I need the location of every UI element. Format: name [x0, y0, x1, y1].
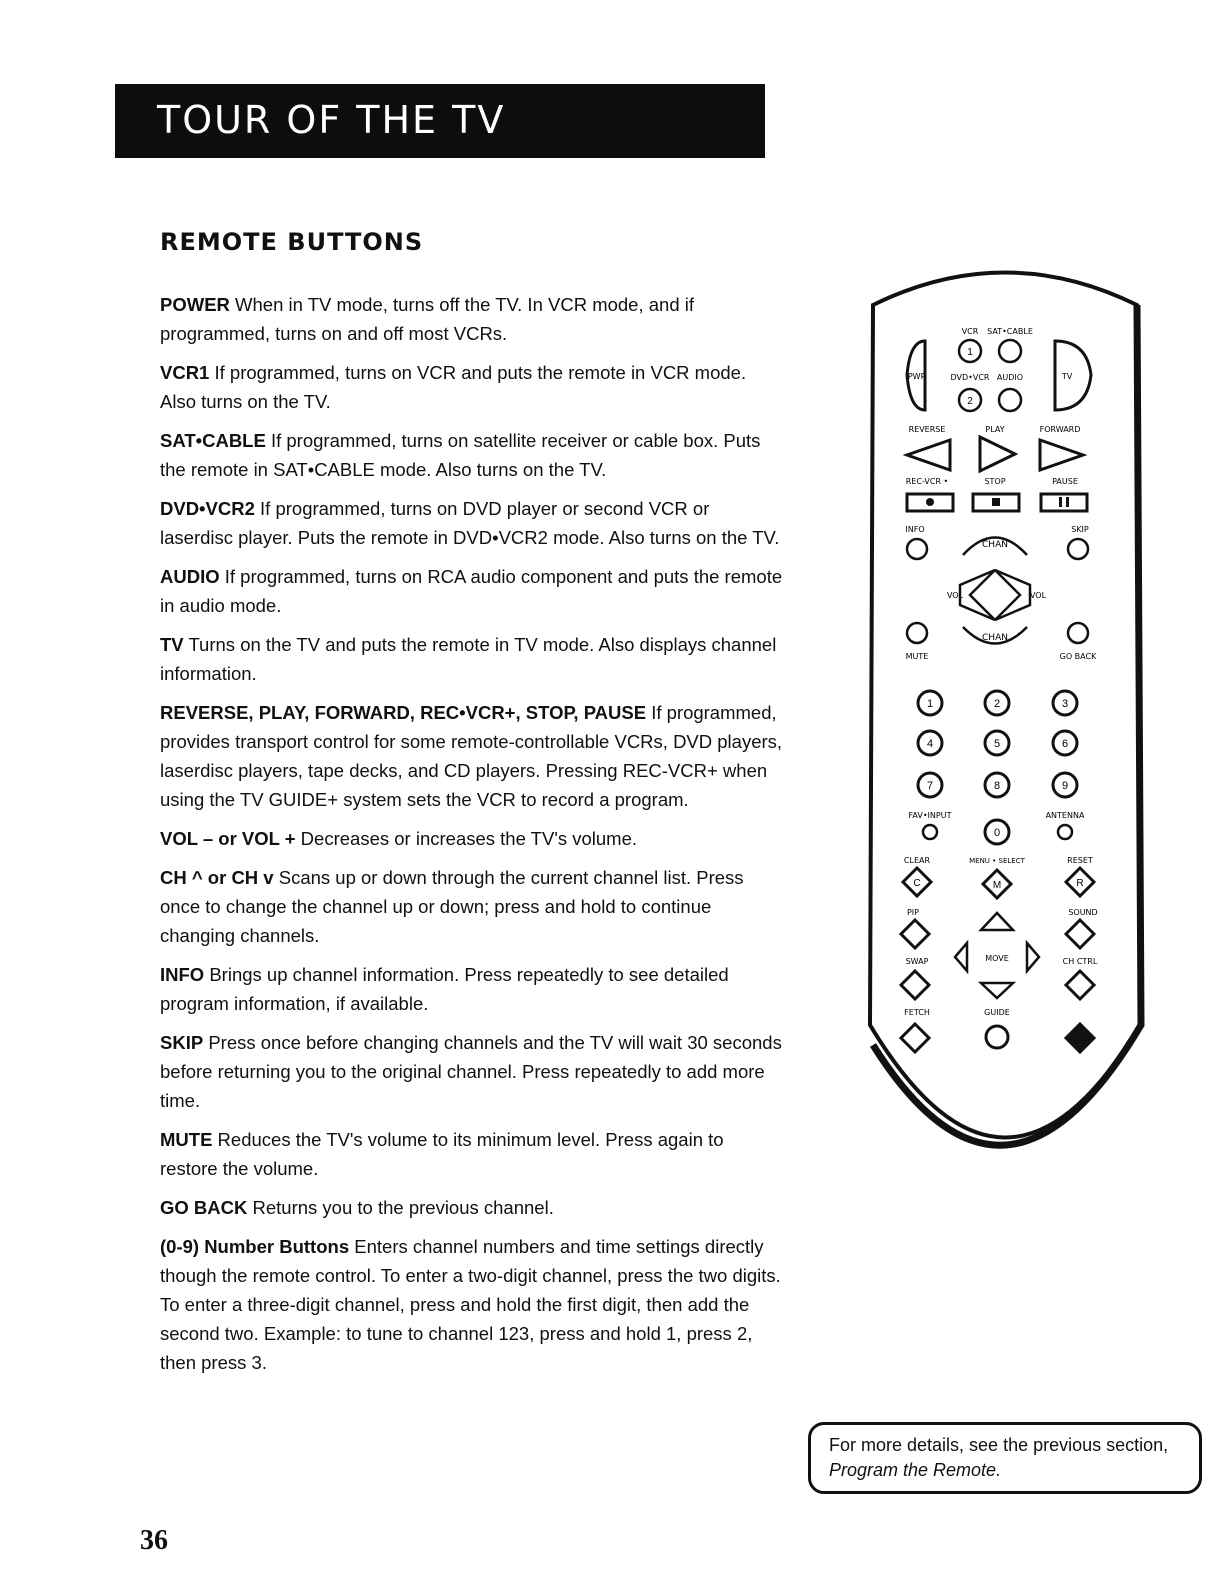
label-vol-left: VOL: [946, 591, 964, 600]
button-descriptions: [160, 290, 785, 1387]
button-description-entry: [160, 863, 785, 950]
button-description-text: Scans up or down through the current channel list. Press once to change the channel up or down; press and hold to continue changing channels.: [160, 867, 744, 946]
remote-button-glyph: 0: [993, 827, 1001, 839]
label-rec-vcr: REC-VCR •: [905, 477, 949, 486]
button-description-entry: [160, 1125, 785, 1183]
label-reverse: REVERSE: [908, 425, 946, 434]
button-description-text: Press once before changing channels and the TV will wait 30 seconds before returning you to the original channel. Press repeatedly to add more time.: [160, 1032, 782, 1111]
label-dvd-vcr: DVD•VCR: [950, 373, 990, 382]
button-description-entry: [160, 494, 785, 552]
button-description-text: If programmed, turns on DVD player or second VCR or laserdisc player. Puts the remote in DVD•VCR2 mode. Also turns on the TV.: [160, 498, 780, 548]
button-term: (0-9) Number Buttons: [160, 1236, 350, 1257]
button-term: POWER: [160, 294, 230, 315]
button-description-text: Enters channel numbers and time settings directly though the remote control. To enter a two-digit channel, press the two digits. To enter a three-digit channel, press and hold the first digit, then add the second two. Example: to tune to channel 123, press and hold 1, press 2, then press 3.: [160, 1236, 781, 1373]
label-pause: PAUSE: [1052, 477, 1078, 486]
label-vcr: VCR: [961, 327, 979, 336]
label-ch-ctrl: CH CTRL: [1062, 957, 1098, 966]
digit-1-top: 1: [967, 347, 973, 358]
remote-button-glyph: 9: [1061, 780, 1069, 792]
button-term: VOL – or VOL +: [160, 828, 296, 849]
section-title: REMOTE BUTTONS: [160, 228, 424, 256]
label-move: MOVE: [985, 954, 1009, 963]
label-sound: SOUND: [1068, 908, 1098, 917]
label-stop: STOP: [984, 477, 1006, 486]
button-description-entry: [160, 426, 785, 484]
label-info: INFO: [905, 525, 925, 534]
remote-button-glyph: M: [992, 880, 1002, 891]
button-term: MUTE: [160, 1129, 213, 1150]
remote-button-glyph: 3: [1061, 698, 1069, 710]
label-reset: RESET: [1067, 856, 1093, 865]
button-description-entry: [160, 562, 785, 620]
button-description-entry: [160, 358, 785, 416]
note-line-1: For more details, see the previous section,: [829, 1435, 1169, 1455]
button-description-text: If programmed, turns on satellite receiver or cable box. Puts the remote in SAT•CABLE mode. Also turns on the TV.: [160, 430, 761, 480]
label-play: PLAY: [985, 425, 1005, 434]
button-description-entry: [160, 1028, 785, 1115]
page-header-bar: [115, 84, 765, 158]
button-description-entry: [160, 1193, 785, 1222]
page-number: 36: [140, 1525, 168, 1556]
label-guide: GUIDE: [984, 1008, 1010, 1017]
button-term: AUDIO: [160, 566, 220, 587]
button-term: REVERSE, PLAY, FORWARD, REC•VCR+, STOP, PAUSE: [160, 702, 647, 723]
label-mute: MUTE: [905, 652, 929, 661]
remote-button-glyph: 8: [993, 780, 1001, 792]
button-description-text: If programmed, turns on VCR and puts the remote in VCR mode. Also turns on the TV.: [160, 362, 747, 412]
button-description-text: Decreases or increases the TV's volume.: [295, 828, 638, 849]
button-description-text: Turns on the TV and puts the remote in TV mode. Also displays channel information.: [160, 634, 777, 684]
button-description-entry: [160, 698, 785, 814]
label-chan-down: CHAN: [982, 633, 1008, 643]
remote-control-illustration: [855, 265, 1155, 1200]
label-forward: FORWARD: [1039, 425, 1081, 434]
digit-2-top: 2: [967, 396, 973, 407]
label-menu-select: MENU • SELECT: [969, 857, 1025, 865]
button-description-text: Returns you to the previous channel.: [247, 1197, 554, 1218]
button-description-text: If programmed, provides transport control for some remote-controllable VCRs, DVD players, laserdisc players, tape decks, and CD players. Pressing REC-VCR+ when using the TV GUIDE+ system sets the VCR to record a program.: [160, 702, 783, 810]
remote-button-glyph: 5: [993, 738, 1001, 750]
remote-button-glyph: C: [913, 878, 921, 889]
button-description-text: Brings up channel information. Press repeatedly to see detailed program information, if available.: [160, 964, 729, 1014]
button-description-text: When in TV mode, turns off the TV. In VCR mode, and if programmed, turns on and off most VCRs.: [160, 294, 695, 344]
button-term: CH ^ or CH v: [160, 867, 274, 888]
remote-button-glyph: 2: [993, 698, 1001, 710]
label-swap: SWAP: [905, 957, 929, 966]
label-pwr: PWR: [907, 372, 927, 381]
button-term: DVD•VCR2: [160, 498, 255, 519]
page-header-title: TOUR OF THE TV: [157, 98, 506, 142]
remote-button-glyph: 6: [1061, 738, 1069, 750]
button-description-text: Reduces the TV's volume to its minimum level. Press again to restore the volume.: [160, 1129, 724, 1179]
label-sat-cable: SAT•CABLE: [987, 327, 1033, 336]
remote-button-glyph: 4: [926, 738, 934, 750]
label-fav-input: FAV•INPUT: [908, 811, 952, 820]
button-term: SKIP: [160, 1032, 204, 1053]
button-description-entry: [160, 290, 785, 348]
label-pip: PIP: [906, 908, 920, 917]
button-term: SAT•CABLE: [160, 430, 266, 451]
button-description-entry: [160, 824, 785, 853]
button-term: VCR1: [160, 362, 210, 383]
label-skip: SKIP: [1071, 525, 1089, 534]
label-go-back: GO BACK: [1059, 652, 1097, 661]
button-term: TV: [160, 634, 184, 655]
button-description-entry: [160, 960, 785, 1018]
label-fetch: FETCH: [904, 1008, 930, 1017]
remote-button-glyph: 7: [926, 780, 934, 792]
remote-button-glyph: R: [1076, 878, 1084, 889]
note-line-2: Program the Remote.: [829, 1460, 1002, 1480]
label-antenna: ANTENNA: [1045, 811, 1085, 820]
button-description-text: If programmed, turns on RCA audio component and puts the remote in audio mode.: [160, 566, 783, 616]
button-term: GO BACK: [160, 1197, 248, 1218]
more-details-note: [808, 1422, 1202, 1494]
label-audio: AUDIO: [996, 373, 1024, 382]
label-tv: TV: [1061, 372, 1073, 381]
button-term: INFO: [160, 964, 205, 985]
label-chan-up: CHAN: [982, 540, 1008, 550]
button-description-entry: [160, 630, 785, 688]
label-clear: CLEAR: [903, 856, 931, 865]
button-description-entry: [160, 1232, 785, 1377]
remote-button-glyph: 1: [926, 698, 934, 710]
label-vol-right: VOL: [1029, 591, 1047, 600]
